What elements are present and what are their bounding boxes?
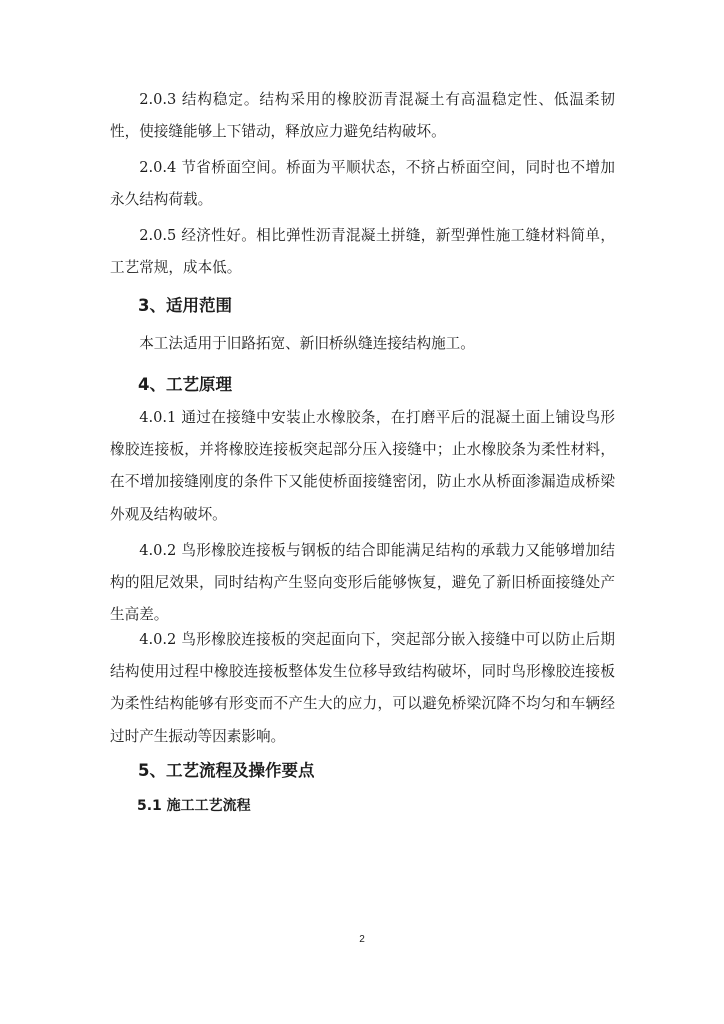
paragraph-4-0-2-b: 4.0.2 鸟形橡胶连接板的突起面向下，突起部分嵌入接缝中可以防止后期结构使用过程中橡胶连接板整体发生位移导致结构破坏，同时鸟形橡胶连接板为柔性结构能够有形变而不产生大的应力，可以避免桥梁沉降不均匀和车辆经过时产生振动等因素影响。 (110, 631, 615, 745)
heading-process: 5、工艺流程及操作要点 (138, 761, 315, 780)
paragraph-4-0-2-a: 4.0.2 鸟形橡胶连接板与钢板的结合即能满足结构的承载力又能够增加结构的阻尼效果，同时结构产生竖向变形后能够恢复，避免了新旧桥面接缝处产生高差。 (110, 542, 615, 624)
paragraph-scope: 本工法适用于旧路拓宽、新旧桥纵缝连接结构施工。 (139, 335, 475, 352)
page-number: 2 (359, 934, 365, 945)
heading-construction-flow: 5.1 施工工艺流程 (137, 798, 251, 814)
heading-scope: 3、适用范围 (138, 296, 232, 315)
paragraph-2-0-3: 2.0.3 结构稳定。结构采用的橡胶沥青混凝土有高温稳定性、低温柔韧性，使接缝能够上下错动，释放应力避免结构破坏。 (110, 91, 615, 141)
paragraph-2-0-5: 2.0.5 经济性好。相比弹性沥青混凝土拼缝，新型弹性施工缝材料简单，工艺常规，成本低。 (110, 227, 615, 277)
paragraph-4-0-1: 4.0.1 通过在接缝中安装止水橡胶条，在打磨平后的混凝土面上铺设鸟形橡胶连接板，并将橡胶连接板突起部分压入接缝中；止水橡胶条为柔性材料，在不增加接缝刚度的条件下又能使桥面接缝密闭，防止水从桥面渗漏造成桥梁外观及结构破坏。 (110, 409, 615, 523)
heading-principle: 4、工艺原理 (138, 375, 232, 394)
paragraph-2-0-4: 2.0.4 节省桥面空间。桥面为平顺状态，不挤占桥面空间，同时也不增加永久结构荷载。 (110, 159, 615, 209)
